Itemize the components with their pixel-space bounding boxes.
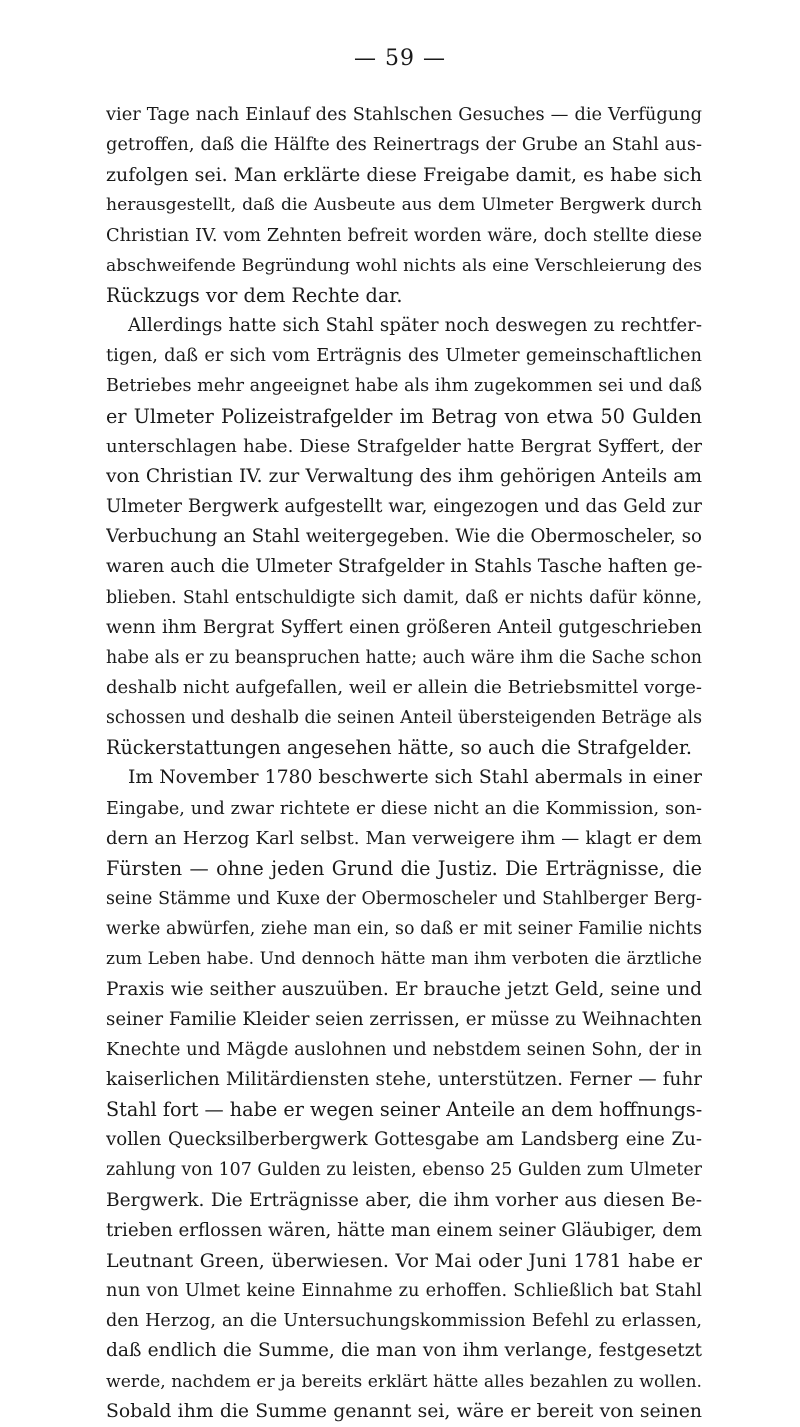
text-line: vollen Quecksilberbergwerk Gottesgabe am Landsberg eine Zu- [106, 1129, 702, 1151]
text-line: trieben erflossen wären, hätte man einem seiner Gläubiger, dem [106, 1219, 702, 1241]
page-number: — 59 — [354, 46, 446, 71]
text-line: Eingabe, und zwar richtete er diese nicht an die Kommission, son- [106, 798, 702, 819]
text-line: Ulmeter Bergwerk aufgestellt war, eingezogen und das Geld zur [106, 496, 702, 518]
text-line: schossen und deshalb die seinen Anteil übersteigenden Beträge als [106, 708, 702, 729]
text-line: Christian IV. vom Zehnten befreit worden wäre, doch stellte diese [106, 224, 702, 246]
text-line: Leutnant Green, überwiesen. Vor Mai oder Juni 1781 habe er [106, 1249, 702, 1272]
text-line: seiner Familie Kleider seien zerrissen, er müsse zu Weihnachten [106, 1008, 702, 1030]
text-line: Sobald ihm die Summe genannt sei, wäre er bereit von seinen [106, 1400, 702, 1422]
text-line: dern an Herzog Karl selbst. Man verweigere ihm — klagt er dem [106, 827, 702, 849]
text-line: getroffen, daß die Hälfte des Reinertrags der Grube an Stahl aus- [106, 134, 702, 156]
text-line: zum Leben habe. Und dennoch hätte man ihm verboten die ärztliche [106, 949, 702, 970]
text-line: Betriebes mehr angeeignet habe als ihm zugekommen sei und daß [106, 376, 702, 397]
text-line: Knechte und Mägde auslohnen und nebstdem seinen Sohn, der in [106, 1038, 702, 1060]
text-line: Praxis wie seither auszuüben. Er brauche jetzt Geld, seine und [106, 978, 702, 1000]
text-line: den Herzog, an die Untersuchungskommission Befehl zu erlassen, [106, 1311, 702, 1332]
text-line: blieben. Stahl entschuldigte sich damit, daß er nichts dafür könne, [106, 587, 702, 608]
text-line: von Christian IV. zur Verwaltung des ihm gehörigen Anteils am [106, 465, 702, 487]
text-line: vier Tage nach Einlauf des Stahlschen Gesuches — die Verfügung [106, 104, 702, 125]
text-line: herausgestellt, daß die Ausbeute aus dem Ulmeter Bergwerk durch [106, 195, 702, 216]
text-line: zahlung von 107 Gulden zu leisten, ebenso 25 Gulden zum Ulmeter [106, 1160, 702, 1181]
text-line: tigen, daß er sich vom Erträgnis des Ulmeter gemeinschaftlichen [106, 345, 702, 367]
text-line: daß endlich die Summe, die man von ihm verlange, festgesetzt [106, 1340, 702, 1362]
text-line: deshalb nicht aufgefallen, weil er allein die Betriebsmittel vorge- [106, 676, 702, 698]
text-line: Rückzugs vor dem Rechte dar. [106, 283, 403, 307]
text-line: nun von Ulmet keine Einnahme zu erhoffen. Schließlich bat Stahl [106, 1280, 702, 1302]
text-line: Bergwerk. Die Erträgnisse aber, die ihm vorher aus diesen Be- [106, 1189, 702, 1211]
text-line: Rückerstattungen angesehen hätte, so auch die Strafgelder. [106, 736, 693, 760]
text-line: seine Stämme und Kuxe der Obermoscheler und Stahlberger Berg- [106, 889, 702, 910]
text-line: Im November 1780 beschwerte sich Stahl abermals in einer [128, 767, 702, 789]
text-line: werke abwürfen, ziehe man ein, so daß er mit seiner Familie nichts [106, 919, 702, 940]
text-line: Allerdings hatte sich Stahl später noch deswegen zu rechtfer- [128, 315, 702, 337]
text-line: wenn ihm Bergrat Syffert einen größeren Anteil gutgeschrieben [106, 616, 702, 638]
text-line: habe als er zu beanspruchen hatte; auch wäre ihm die Sache schon [106, 647, 702, 668]
text-line: abschweifende Begründung wohl nichts als eine Verschleierung des [106, 255, 702, 276]
text-line: Fürsten — ohne jeden Grund die Justiz. Die Erträgnisse, die [106, 856, 702, 880]
text-line: kaiserlichen Militärdiensten stehe, unterstützen. Ferner — fuhr [106, 1069, 702, 1090]
body-text [106, 100, 702, 1427]
text-line: unterschlagen habe. Diese Strafgelder hatte Bergrat Syffert, der [106, 435, 702, 457]
text-line: werde, nachdem er ja bereits erklärt hätte alles bezahlen zu wollen. [106, 1371, 702, 1392]
text-line: Verbuchung an Stahl weitergegeben. Wie die Obermoscheler, so [106, 526, 702, 548]
text-line: waren auch die Ulmeter Strafgelder in Stahls Tasche haften ge- [106, 556, 702, 578]
text-line: er Ulmeter Polizeistrafgelder im Betrag von etwa 50 Gulden [106, 404, 702, 428]
text-line: zufolgen sei. Man erklärte diese Freigabe damit, es habe sich [106, 164, 702, 187]
text-line: Stahl fort — habe er wegen seiner Anteile an dem hoffnungs- [106, 1098, 702, 1122]
